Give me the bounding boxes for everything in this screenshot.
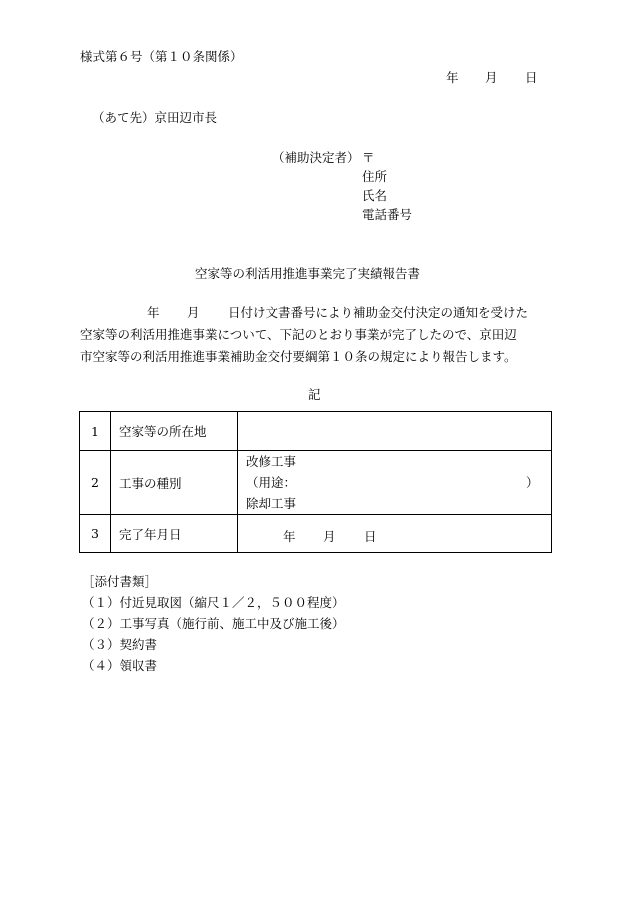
addressee: （あて先）京田辺市長: [92, 110, 218, 125]
table-row: [80, 451, 552, 515]
completion-date-cell: [238, 515, 552, 553]
usage-open: （用途：: [246, 475, 297, 490]
row-number: 3: [80, 515, 111, 553]
name-label: 氏名: [362, 188, 388, 203]
date-day-label: 日: [525, 70, 538, 85]
applicant-label: （補助決定者）: [272, 150, 360, 165]
date-month-label: 月: [485, 70, 498, 85]
completion-day-label: 日: [364, 529, 377, 544]
attachments-section: [82, 571, 345, 676]
location-value-cell: [238, 412, 552, 451]
list-item: （４）領収書: [82, 658, 158, 673]
address-label: 住所: [362, 169, 388, 184]
row-label-location: 空家等の所在地: [111, 412, 238, 451]
row-label-work-type: 工事の種別: [111, 451, 238, 515]
attachments-heading: ［添付書類］: [82, 574, 158, 589]
work-type-options-cell: [238, 451, 552, 515]
ki-label: 記: [308, 387, 321, 402]
form-number: 様式第６号（第１０条関係）: [80, 49, 243, 64]
list-item: （３）契約書: [82, 637, 158, 652]
table-row: [80, 412, 552, 451]
row-number: 1: [80, 412, 111, 451]
body-line-1: 日付け文書番号により補助金交付決定の通知を受けた: [228, 305, 529, 320]
list-item: （１）付近見取図（縮尺１／２，５００程度）: [82, 595, 345, 610]
postal-mark: 〒: [362, 150, 375, 165]
date-year-label: 年: [446, 70, 459, 85]
report-table: [79, 411, 552, 553]
table-row: [80, 515, 552, 553]
usage-line: [246, 472, 551, 493]
document-title: 空家等の利活用推進事業完了実績報告書: [195, 266, 421, 281]
row-label-completion-date: 完了年月日: [111, 515, 238, 553]
body-month-label: 月: [187, 305, 200, 320]
phone-label: 電話番号: [362, 207, 413, 222]
body-year-label: 年: [147, 305, 160, 320]
completion-year-label: 年: [283, 529, 296, 544]
body-line-2: 空家等の利活用推進事業について、下記のとおり事業が完了したので、京田辺: [80, 327, 517, 342]
option-renovation: 改修工事: [246, 454, 297, 469]
option-demolition: 除却工事: [246, 496, 297, 511]
row-number: 2: [80, 451, 111, 515]
usage-close: ）: [526, 475, 539, 490]
body-line-3: 市空家等の利活用推進事業補助金交付要綱第１０条の規定により報告します。: [80, 349, 517, 364]
list-item: （２）工事写真（施行前、施工中及び施工後）: [82, 616, 345, 631]
completion-month-label: 月: [323, 529, 336, 544]
